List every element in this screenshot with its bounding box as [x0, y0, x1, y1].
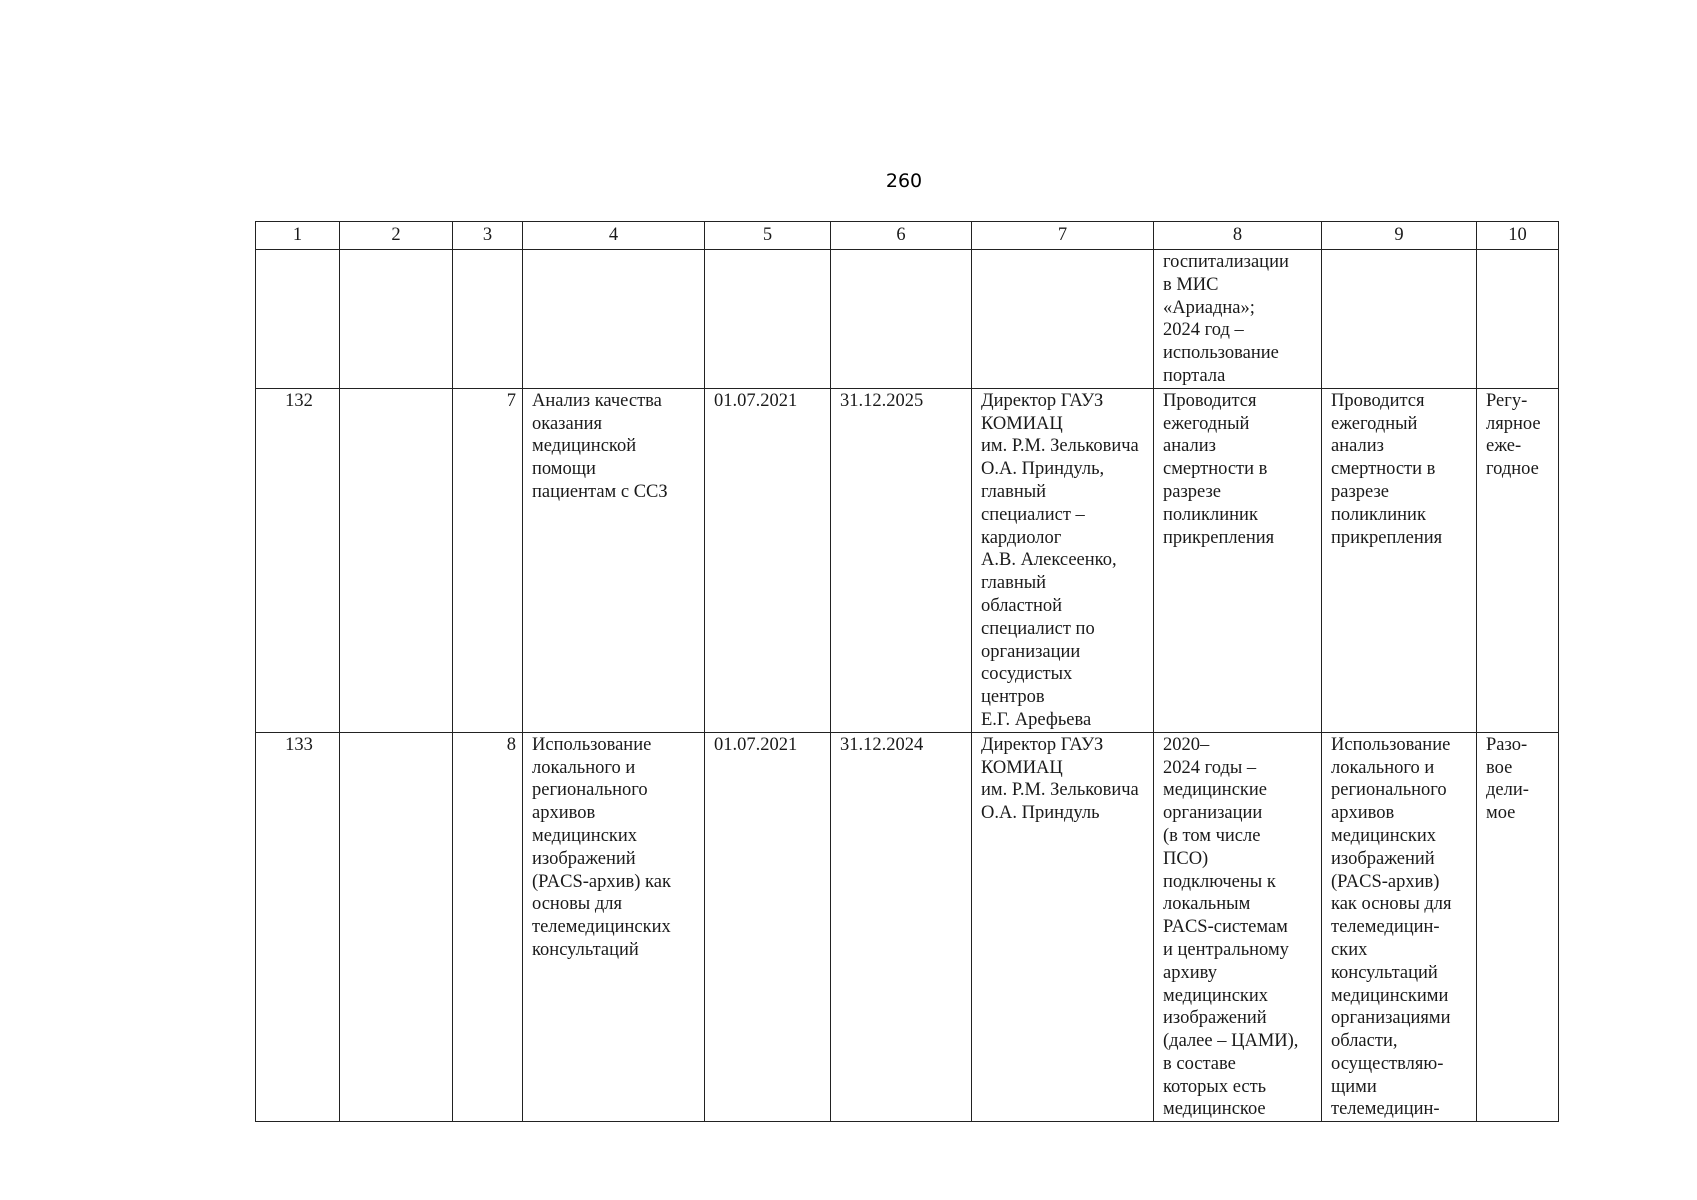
- item-index: 7: [453, 388, 523, 732]
- table-cell: [1477, 250, 1559, 389]
- item-index: 8: [453, 732, 523, 1122]
- page-number: 260: [885, 170, 923, 192]
- start-date: 01.07.2021: [705, 732, 831, 1122]
- header-cell: 3: [453, 222, 523, 250]
- header-cell: 2: [340, 222, 453, 250]
- table-cell: [453, 250, 523, 389]
- activity-name: Анализ качества оказания медицинской помощи пациентам с ССЗ: [523, 388, 705, 732]
- table-cell: [340, 732, 453, 1122]
- table-cell: госпитализации в МИС «Ариадна»; 2024 год – использование портала: [1154, 250, 1322, 389]
- plan-table: [255, 221, 1559, 1122]
- table-cell: [705, 250, 831, 389]
- header-cell: 10: [1477, 222, 1559, 250]
- table-row-continuation: [256, 250, 1559, 389]
- table-cell: [1322, 250, 1477, 389]
- indicator: Проводится ежегодный анализ смертности в разрезе поликлиник прикрепления: [1154, 388, 1322, 732]
- frequency: Регу- лярное еже- годное: [1477, 388, 1559, 732]
- result: Использование локального и регионального архивов медицинских изображений (PACS-архив) как основы для телемедицин- ских консультаций медицинскими организациями области, осуществляю- щими телемедицин-: [1322, 732, 1477, 1122]
- activity-name: Использование локального и регионального архивов медицинских изображений (PACS-архив) как основы для телемедицинских консультаций: [523, 732, 705, 1122]
- header-cell: 1: [256, 222, 340, 250]
- table-cell: [340, 250, 453, 389]
- header-cell: 8: [1154, 222, 1322, 250]
- table-cell: [523, 250, 705, 389]
- header-cell: 6: [831, 222, 972, 250]
- table-cell: [831, 250, 972, 389]
- table-row: [256, 732, 1559, 1122]
- responsible: Директор ГАУЗ КОМИАЦ им. Р.М. Зельковича О.А. Приндуль: [972, 732, 1154, 1122]
- end-date: 31.12.2025: [831, 388, 972, 732]
- result: Проводится ежегодный анализ смертности в разрезе поликлиник прикрепления: [1322, 388, 1477, 732]
- table-cell: [340, 388, 453, 732]
- start-date: 01.07.2021: [705, 388, 831, 732]
- end-date: 31.12.2024: [831, 732, 972, 1122]
- header-cell: 7: [972, 222, 1154, 250]
- table-header-row: [256, 222, 1559, 250]
- table-cell: [972, 250, 1154, 389]
- indicator: 2020– 2024 годы – медицинские организации (в том числе ПСО) подключены к локальным PACS-системам и центральному архиву медицинских изображений (далее – ЦАМИ), в составе которых есть медицинское: [1154, 732, 1322, 1122]
- row-number: 132: [256, 388, 340, 732]
- row-number: 133: [256, 732, 340, 1122]
- header-cell: 9: [1322, 222, 1477, 250]
- responsible: Директор ГАУЗ КОМИАЦ им. Р.М. Зельковичa О.А. Приндуль, главный специалист – кардиолог А.В. Алексеенко, главный областной специалист по организации сосудистых центров Е.Г. Арефьева: [972, 388, 1154, 732]
- table-cell: [256, 250, 340, 389]
- header-cell: 4: [523, 222, 705, 250]
- table-row: [256, 388, 1559, 732]
- frequency: Разо- вое дели- мое: [1477, 732, 1559, 1122]
- header-cell: 5: [705, 222, 831, 250]
